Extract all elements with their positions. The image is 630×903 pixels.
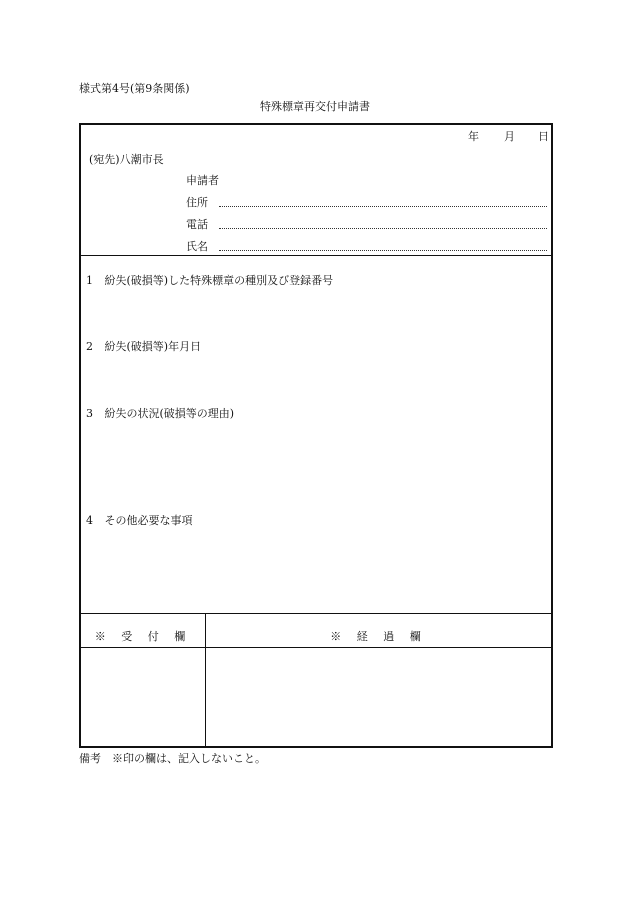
address-field-line[interactable] bbox=[219, 206, 547, 207]
section-2-text: 紛失(破損等)年月日 bbox=[104, 340, 202, 353]
section-1 bbox=[86, 275, 333, 286]
section-3-number: 3 bbox=[86, 407, 93, 420]
section-3-text: 紛失の状況(破損等の理由) bbox=[104, 407, 235, 420]
address-label: 住所 bbox=[186, 196, 208, 209]
section-4 bbox=[86, 515, 193, 526]
date-year: 年 bbox=[468, 130, 479, 143]
addressee: (宛先)八潮市長 bbox=[89, 153, 164, 166]
section-1-number: 1 bbox=[86, 274, 93, 287]
name-label: 氏名 bbox=[186, 240, 208, 253]
table-top-divider bbox=[81, 613, 551, 614]
section-4-text: その他必要な事項 bbox=[104, 514, 193, 527]
section-4-number: 4 bbox=[86, 514, 93, 527]
phone-field-line[interactable] bbox=[219, 228, 547, 229]
section-2-number: 2 bbox=[86, 340, 93, 353]
reception-cell[interactable] bbox=[81, 648, 205, 746]
remarks-note: 備考 ※印の欄は、記入しないこと。 bbox=[79, 752, 266, 765]
date-day: 日 bbox=[538, 130, 549, 143]
reception-column-header: ※ 受 付 欄 bbox=[94, 630, 192, 643]
progress-cell[interactable] bbox=[206, 648, 551, 746]
document-title: 特殊標章再交付申請書 bbox=[260, 100, 370, 113]
form-number-label: 様式第4号(第9条関係) bbox=[79, 82, 190, 95]
section-2 bbox=[86, 341, 201, 352]
section-3 bbox=[86, 408, 234, 419]
date-month: 月 bbox=[504, 130, 515, 143]
phone-label: 電話 bbox=[186, 218, 208, 231]
progress-column-header: ※ 経 過 欄 bbox=[330, 630, 427, 643]
applicant-heading: 申請者 bbox=[186, 174, 219, 187]
name-field-line[interactable] bbox=[219, 250, 547, 251]
header-divider bbox=[81, 255, 551, 256]
section-1-text: 紛失(破損等)した特殊標章の種別及び登録番号 bbox=[104, 274, 334, 287]
application-form-frame bbox=[79, 123, 553, 748]
